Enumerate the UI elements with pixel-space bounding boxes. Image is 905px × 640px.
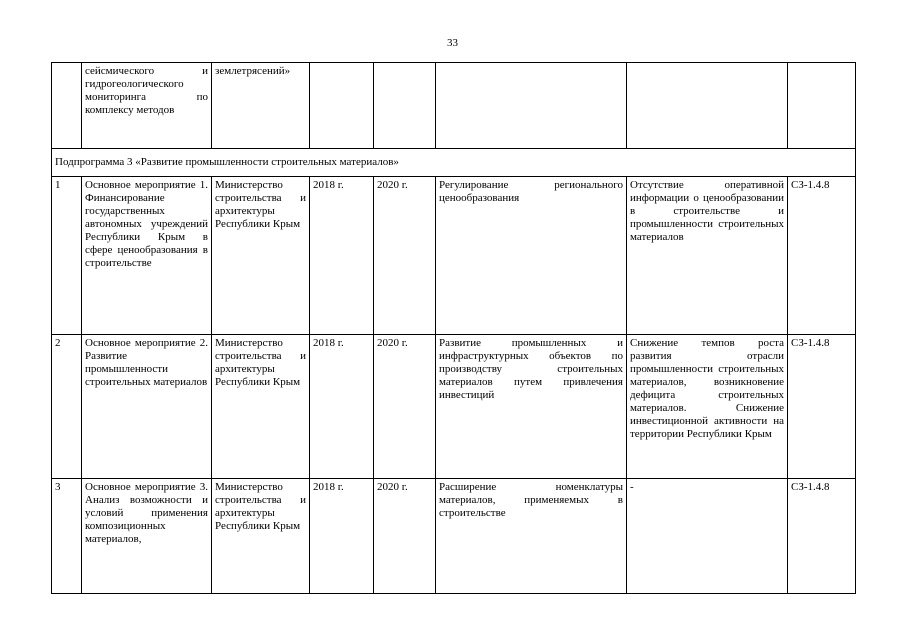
cell-result: Регулирование регионального ценообразования — [436, 177, 627, 335]
cell-start: 2018 г. — [310, 479, 374, 594]
cell-measure: Основное мероприятие 2. Развитие промышленности строительных материалов — [82, 335, 212, 479]
cell-measure: сейсмического и гидрогеологического мониторинга по комплексу методов — [82, 63, 212, 149]
cell-consequences: Отсутствие оперативной информации о ценообразовании в строительстве и промышленности строительных материалов — [627, 177, 788, 335]
cell-num: 2 — [52, 335, 82, 479]
cell-start: 2018 г. — [310, 177, 374, 335]
cell-result: Развитие промышленных и инфраструктурных объектов по производству строительных материалов путем привлечения инвестиций — [436, 335, 627, 479]
cell-executor: Министерство строительства и архитектуры Республики Крым — [212, 479, 310, 594]
table-row — [52, 63, 856, 149]
cell-num — [52, 63, 82, 149]
cell-consequences: - — [627, 479, 788, 594]
cell-consequences: Снижение темпов роста развития отрасли промышленности строительных материалов, возникновение дефицита строительных материалов. Снижение инвестиционной активности на территории Республики Крым — [627, 335, 788, 479]
subprogram-row — [52, 149, 856, 177]
cell-end: 2020 г. — [374, 479, 436, 594]
cell-link: СЗ-1.4.8 — [788, 479, 856, 594]
cell-num: 3 — [52, 479, 82, 594]
cell-end: 2020 г. — [374, 177, 436, 335]
page-number: 33 — [447, 37, 458, 49]
cell-result — [436, 63, 627, 149]
table-row — [52, 479, 856, 594]
cell-measure: Основное мероприятие 1. Финансирование государственных автономных учреждений Республики Крым в сфере ценообразования в строительстве — [82, 177, 212, 335]
cell-executor: землетрясений» — [212, 63, 310, 149]
cell-start — [310, 63, 374, 149]
table-row — [52, 177, 856, 335]
cell-executor: Министерство строительства и архитектуры Республики Крым — [212, 177, 310, 335]
cell-measure: Основное мероприятие 3. Анализ возможности и условий применения композиционных материалов, — [82, 479, 212, 594]
cell-result: Расширение номенклатуры материалов, применяемых в строительстве — [436, 479, 627, 594]
table-row — [52, 335, 856, 479]
cell-link: СЗ-1.4.8 — [788, 335, 856, 479]
cell-executor: Министерство строительства и архитектуры Республики Крым — [212, 335, 310, 479]
subprogram-title: Подпрограмма 3 «Развитие промышленности строительных материалов» — [52, 149, 856, 177]
cell-link: СЗ-1.4.8 — [788, 177, 856, 335]
cell-num: 1 — [52, 177, 82, 335]
cell-consequences — [627, 63, 788, 149]
measures-table — [51, 62, 856, 594]
cell-end — [374, 63, 436, 149]
cell-end: 2020 г. — [374, 335, 436, 479]
cell-start: 2018 г. — [310, 335, 374, 479]
cell-link — [788, 63, 856, 149]
